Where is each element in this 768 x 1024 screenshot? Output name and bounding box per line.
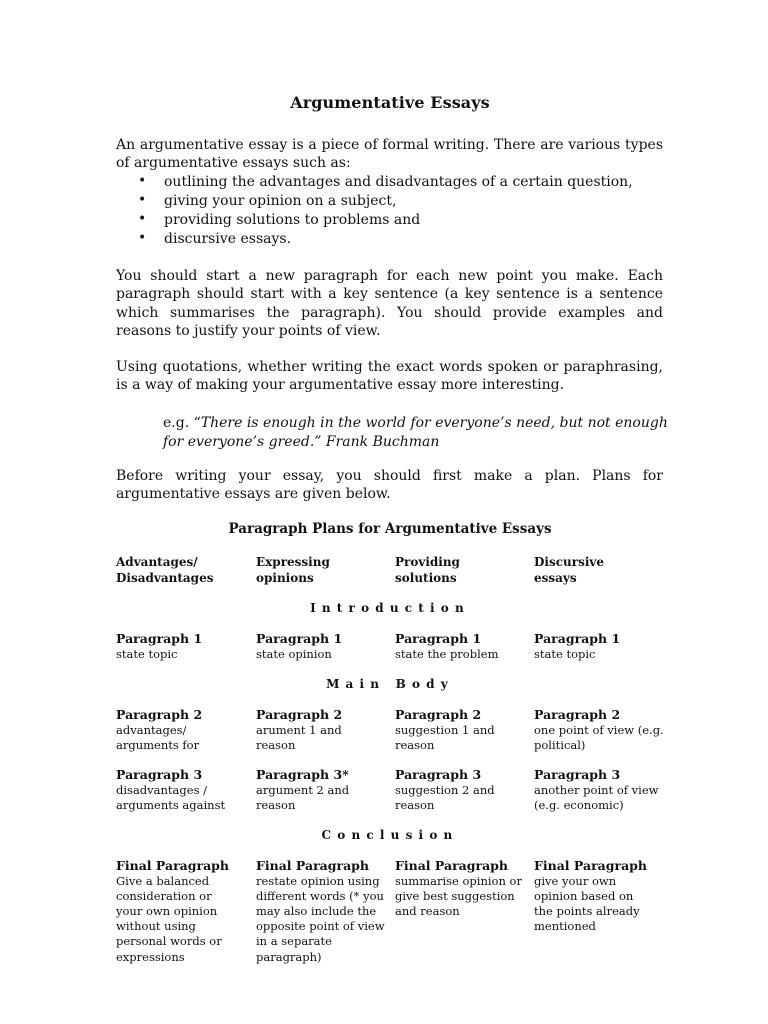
cell-text: argument 2 and reason xyxy=(256,782,350,812)
quotations-paragraph: Using quotations, whether writing the exact words spoken or paraphrasing, is a way of making your argumentative essay more interesting. xyxy=(116,359,663,394)
column-header-discursive: Discursive essays xyxy=(534,555,604,585)
plan-cell xyxy=(534,707,664,753)
page-title: Argumentative Essays xyxy=(290,93,490,112)
cell-text: one point of view (e.g. political) xyxy=(534,722,664,752)
column-header-advantages: Advantages/ Disadvantages xyxy=(116,555,214,585)
plan-cell xyxy=(116,858,236,965)
cell-heading: Paragraph 2 xyxy=(534,707,621,722)
cell-text: advantages/ arguments for xyxy=(116,722,200,752)
plans-title: Paragraph Plans for Argumentative Essays xyxy=(228,521,552,537)
cell-heading: Final Paragraph xyxy=(116,858,230,873)
plan-cell xyxy=(395,631,533,662)
cell-text: suggestion 2 and reason xyxy=(395,782,495,812)
cell-heading: Paragraph 1 xyxy=(534,631,621,646)
list-item: • providing solutions to problems and xyxy=(116,211,633,230)
cell-text: disadvantages / arguments against xyxy=(116,782,226,812)
paragraph-structure: You should start a new paragraph for each new point you make. Each paragraph should start with a key sentence (a key sentence is a sentence which summarises the paragraph). You should provide examples and reasons to justify your points of view. xyxy=(116,268,663,339)
cell-text: arument 1 and reason xyxy=(256,722,342,752)
cell-text: restate opinion using different words (* you may also include the opposite point of view in a separate paragraph) xyxy=(256,873,385,964)
plan-cell xyxy=(256,767,356,813)
cell-heading: Paragraph 3 xyxy=(116,767,203,782)
cell-text: give your own opinion based on the points already mentioned xyxy=(534,873,640,934)
section-main-body: Main Body xyxy=(326,677,454,691)
cell-heading: Paragraph 1 xyxy=(256,631,343,646)
plan-cell xyxy=(116,631,254,662)
cell-heading: Paragraph 2 xyxy=(256,707,343,722)
cell-heading: Paragraph 2 xyxy=(116,707,203,722)
plan-cell xyxy=(534,631,672,662)
list-item: • giving your opinion on a subject, xyxy=(116,192,633,211)
plan-cell xyxy=(256,631,394,662)
plan-cell xyxy=(116,767,241,813)
cell-text: suggestion 1 and reason xyxy=(395,722,495,752)
section-introduction: Introduction xyxy=(310,601,470,615)
cell-text: state opinion xyxy=(256,646,332,661)
plan-cell xyxy=(256,707,356,753)
plan-paragraph: Before writing your essay, you should first make a plan. Plans for argumentative essays are given below. xyxy=(116,468,663,503)
plan-cell xyxy=(534,858,652,934)
section-conclusion: Conclusion xyxy=(321,828,459,842)
cell-text: state the problem xyxy=(395,646,499,661)
cell-text: another point of view (e.g. economic) xyxy=(534,782,659,812)
cell-text: state topic xyxy=(534,646,596,661)
cell-heading: Paragraph 1 xyxy=(395,631,482,646)
plan-cell xyxy=(534,767,664,813)
quote-text: There is enough in the world for everyone’s need, but not enough for everyone’s greed.” Frank Buchman xyxy=(163,415,668,450)
plan-cell xyxy=(116,707,241,753)
plan-cell xyxy=(256,858,388,965)
cell-text: Give a balanced consideration or your own opinion without using personal words or expressions xyxy=(116,873,222,964)
plan-cell xyxy=(395,858,523,919)
quote-prefix: e.g. “ xyxy=(163,415,201,431)
list-item: • outlining the advantages and disadvantages of a certain question, xyxy=(116,173,633,192)
list-item: • discursive essays. xyxy=(116,230,633,249)
cell-text: summarise opinion or give best suggestion and reason xyxy=(395,873,522,918)
cell-heading: Final Paragraph xyxy=(395,858,509,873)
column-header-solutions: Providing solutions xyxy=(395,555,460,585)
cell-heading: Paragraph 2 xyxy=(395,707,482,722)
cell-heading: Final Paragraph xyxy=(256,858,370,873)
cell-heading: Paragraph 3* xyxy=(256,767,349,782)
plan-cell xyxy=(395,707,495,753)
example-quote xyxy=(163,414,683,451)
column-header-opinions: Expressing opinions xyxy=(256,555,330,585)
cell-heading: Paragraph 3 xyxy=(395,767,482,782)
cell-heading: Paragraph 1 xyxy=(116,631,203,646)
cell-heading: Final Paragraph xyxy=(534,858,648,873)
cell-heading: Paragraph 3 xyxy=(534,767,621,782)
cell-text: state topic xyxy=(116,646,178,661)
intro-paragraph: An argumentative essay is a piece of formal writing. There are various types of argumentative essays such as: xyxy=(116,137,663,172)
essay-types-list xyxy=(116,173,633,249)
plan-cell xyxy=(395,767,495,813)
